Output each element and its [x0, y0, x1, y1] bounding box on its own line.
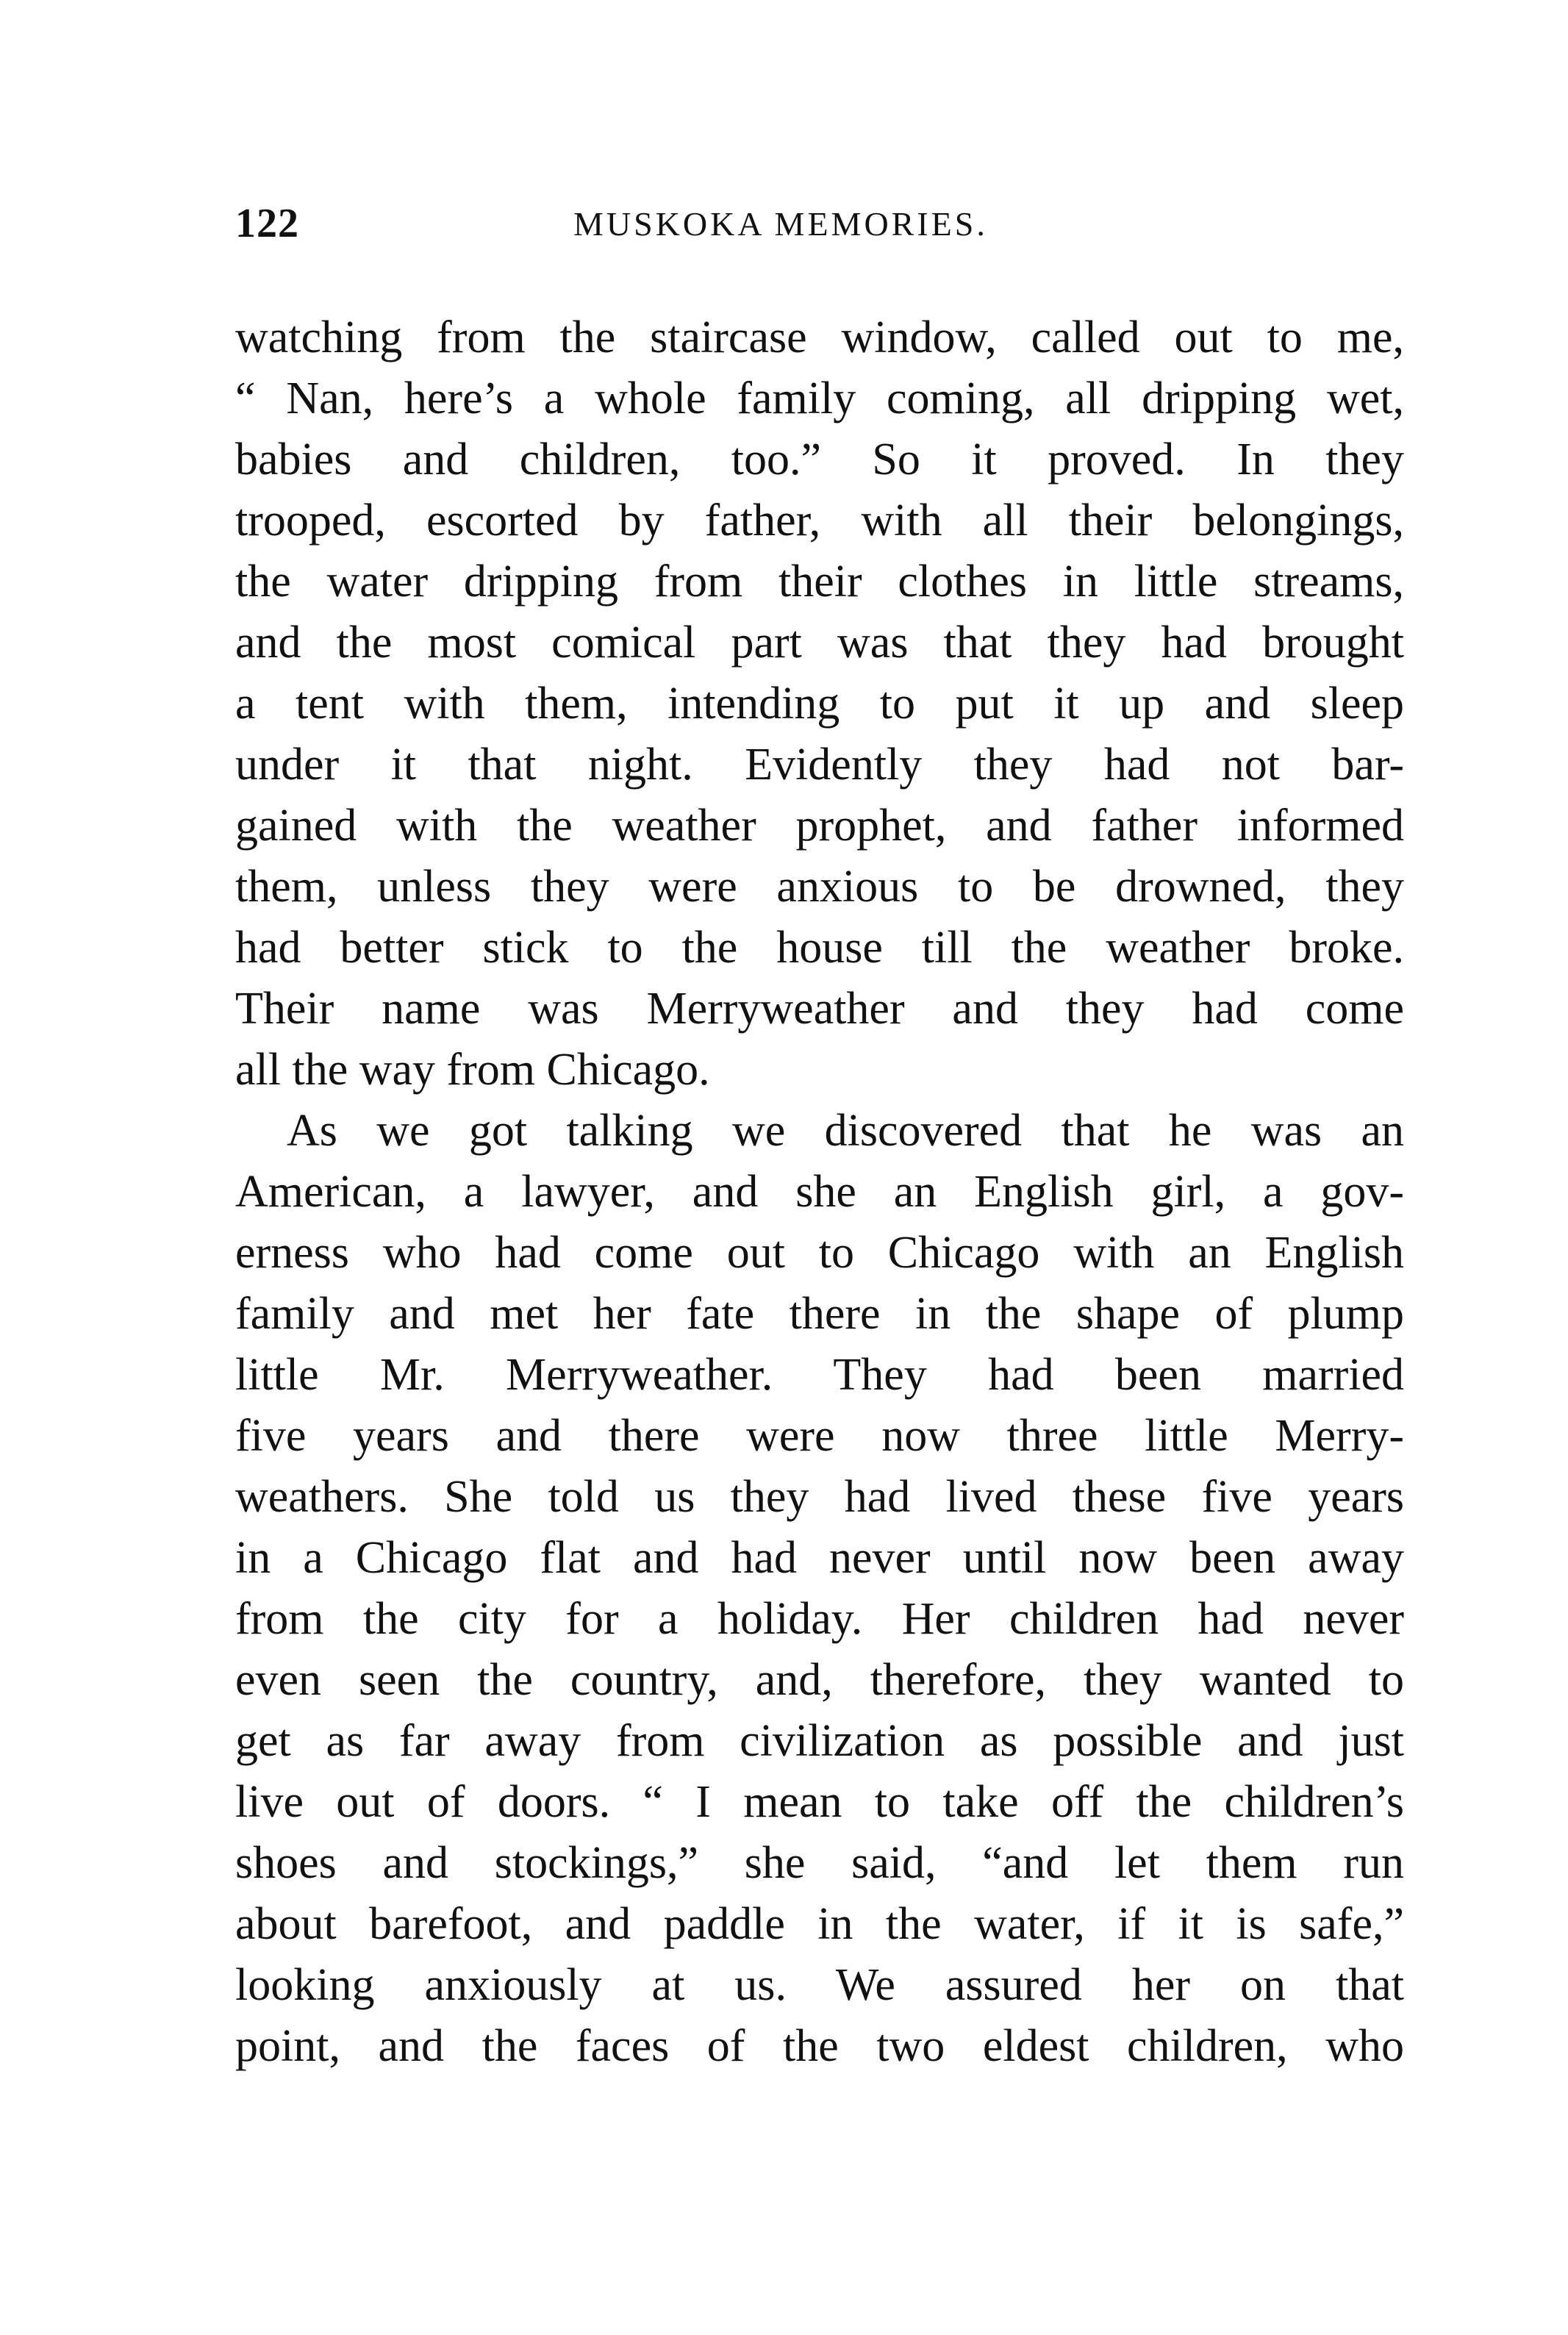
text-line: a tent with them, intending to put it up and sleep [235, 679, 1404, 729]
paragraph-start-line: As we got talking we discovered that he was an [287, 1106, 1404, 1156]
text-line: Their name was Merryweather and they had come [235, 984, 1404, 1034]
text-line: even seen the country, and, therefore, they wanted to [235, 1655, 1404, 1705]
text-line: them, unless they were anxious to be drowned, they [235, 862, 1404, 912]
text-line: and the most comical part was that they had brought [235, 618, 1404, 668]
text-line: under it that night. Evidently they had not bar- [235, 740, 1404, 790]
text-line: five years and there were now three little Merry- [235, 1411, 1404, 1461]
text-line: the water dripping from their clothes in little streams, [235, 557, 1404, 607]
text-line: about barefoot, and paddle in the water, if it is safe,” [235, 1899, 1404, 1949]
page-header [235, 200, 1404, 259]
running-title: MUSKOKA MEMORIES. [573, 205, 988, 243]
text-line: from the city for a holiday. Her children had never [235, 1594, 1404, 1644]
text-line: looking anxiously at us. We assured her on that [235, 1960, 1404, 2010]
text-line: erness who had come out to Chicago with an English [235, 1228, 1404, 1278]
text-line: family and met her fate there in the shape of plump [235, 1289, 1404, 1339]
text-line: shoes and stockings,” she said, “and let them run [235, 1838, 1404, 1888]
paragraph-end-line: all the way from Chicago. [235, 1045, 710, 1095]
text-line: weathers. She told us they had lived these five years [235, 1472, 1404, 1522]
text-line: had better stick to the house till the weather broke. [235, 923, 1404, 973]
text-line: in a Chicago flat and had never until now been away [235, 1533, 1404, 1583]
text-line: trooped, escorted by father, with all their belongings, [235, 496, 1404, 546]
text-line: babies and children, too.” So it proved. In they [235, 435, 1404, 484]
text-line: point, and the faces of the two eldest children, who [235, 2021, 1404, 2071]
text-line: live out of doors. “ I mean to take off the children’s [235, 1777, 1404, 1827]
text-line: watching from the staircase window, called out to me, [235, 312, 1404, 362]
text-line: “ Nan, here’s a whole family coming, all dripping wet, [235, 373, 1404, 423]
body-text [235, 307, 1404, 2077]
text-line: get as far away from civilization as possible and just [235, 1716, 1404, 1766]
text-line: little Mr. Merryweather. They had been married [235, 1350, 1404, 1400]
page-number: 122 [235, 201, 299, 246]
text-line: gained with the weather prophet, and father informed [235, 801, 1404, 851]
text-line: American, a lawyer, and she an English girl, a gov- [235, 1167, 1404, 1217]
